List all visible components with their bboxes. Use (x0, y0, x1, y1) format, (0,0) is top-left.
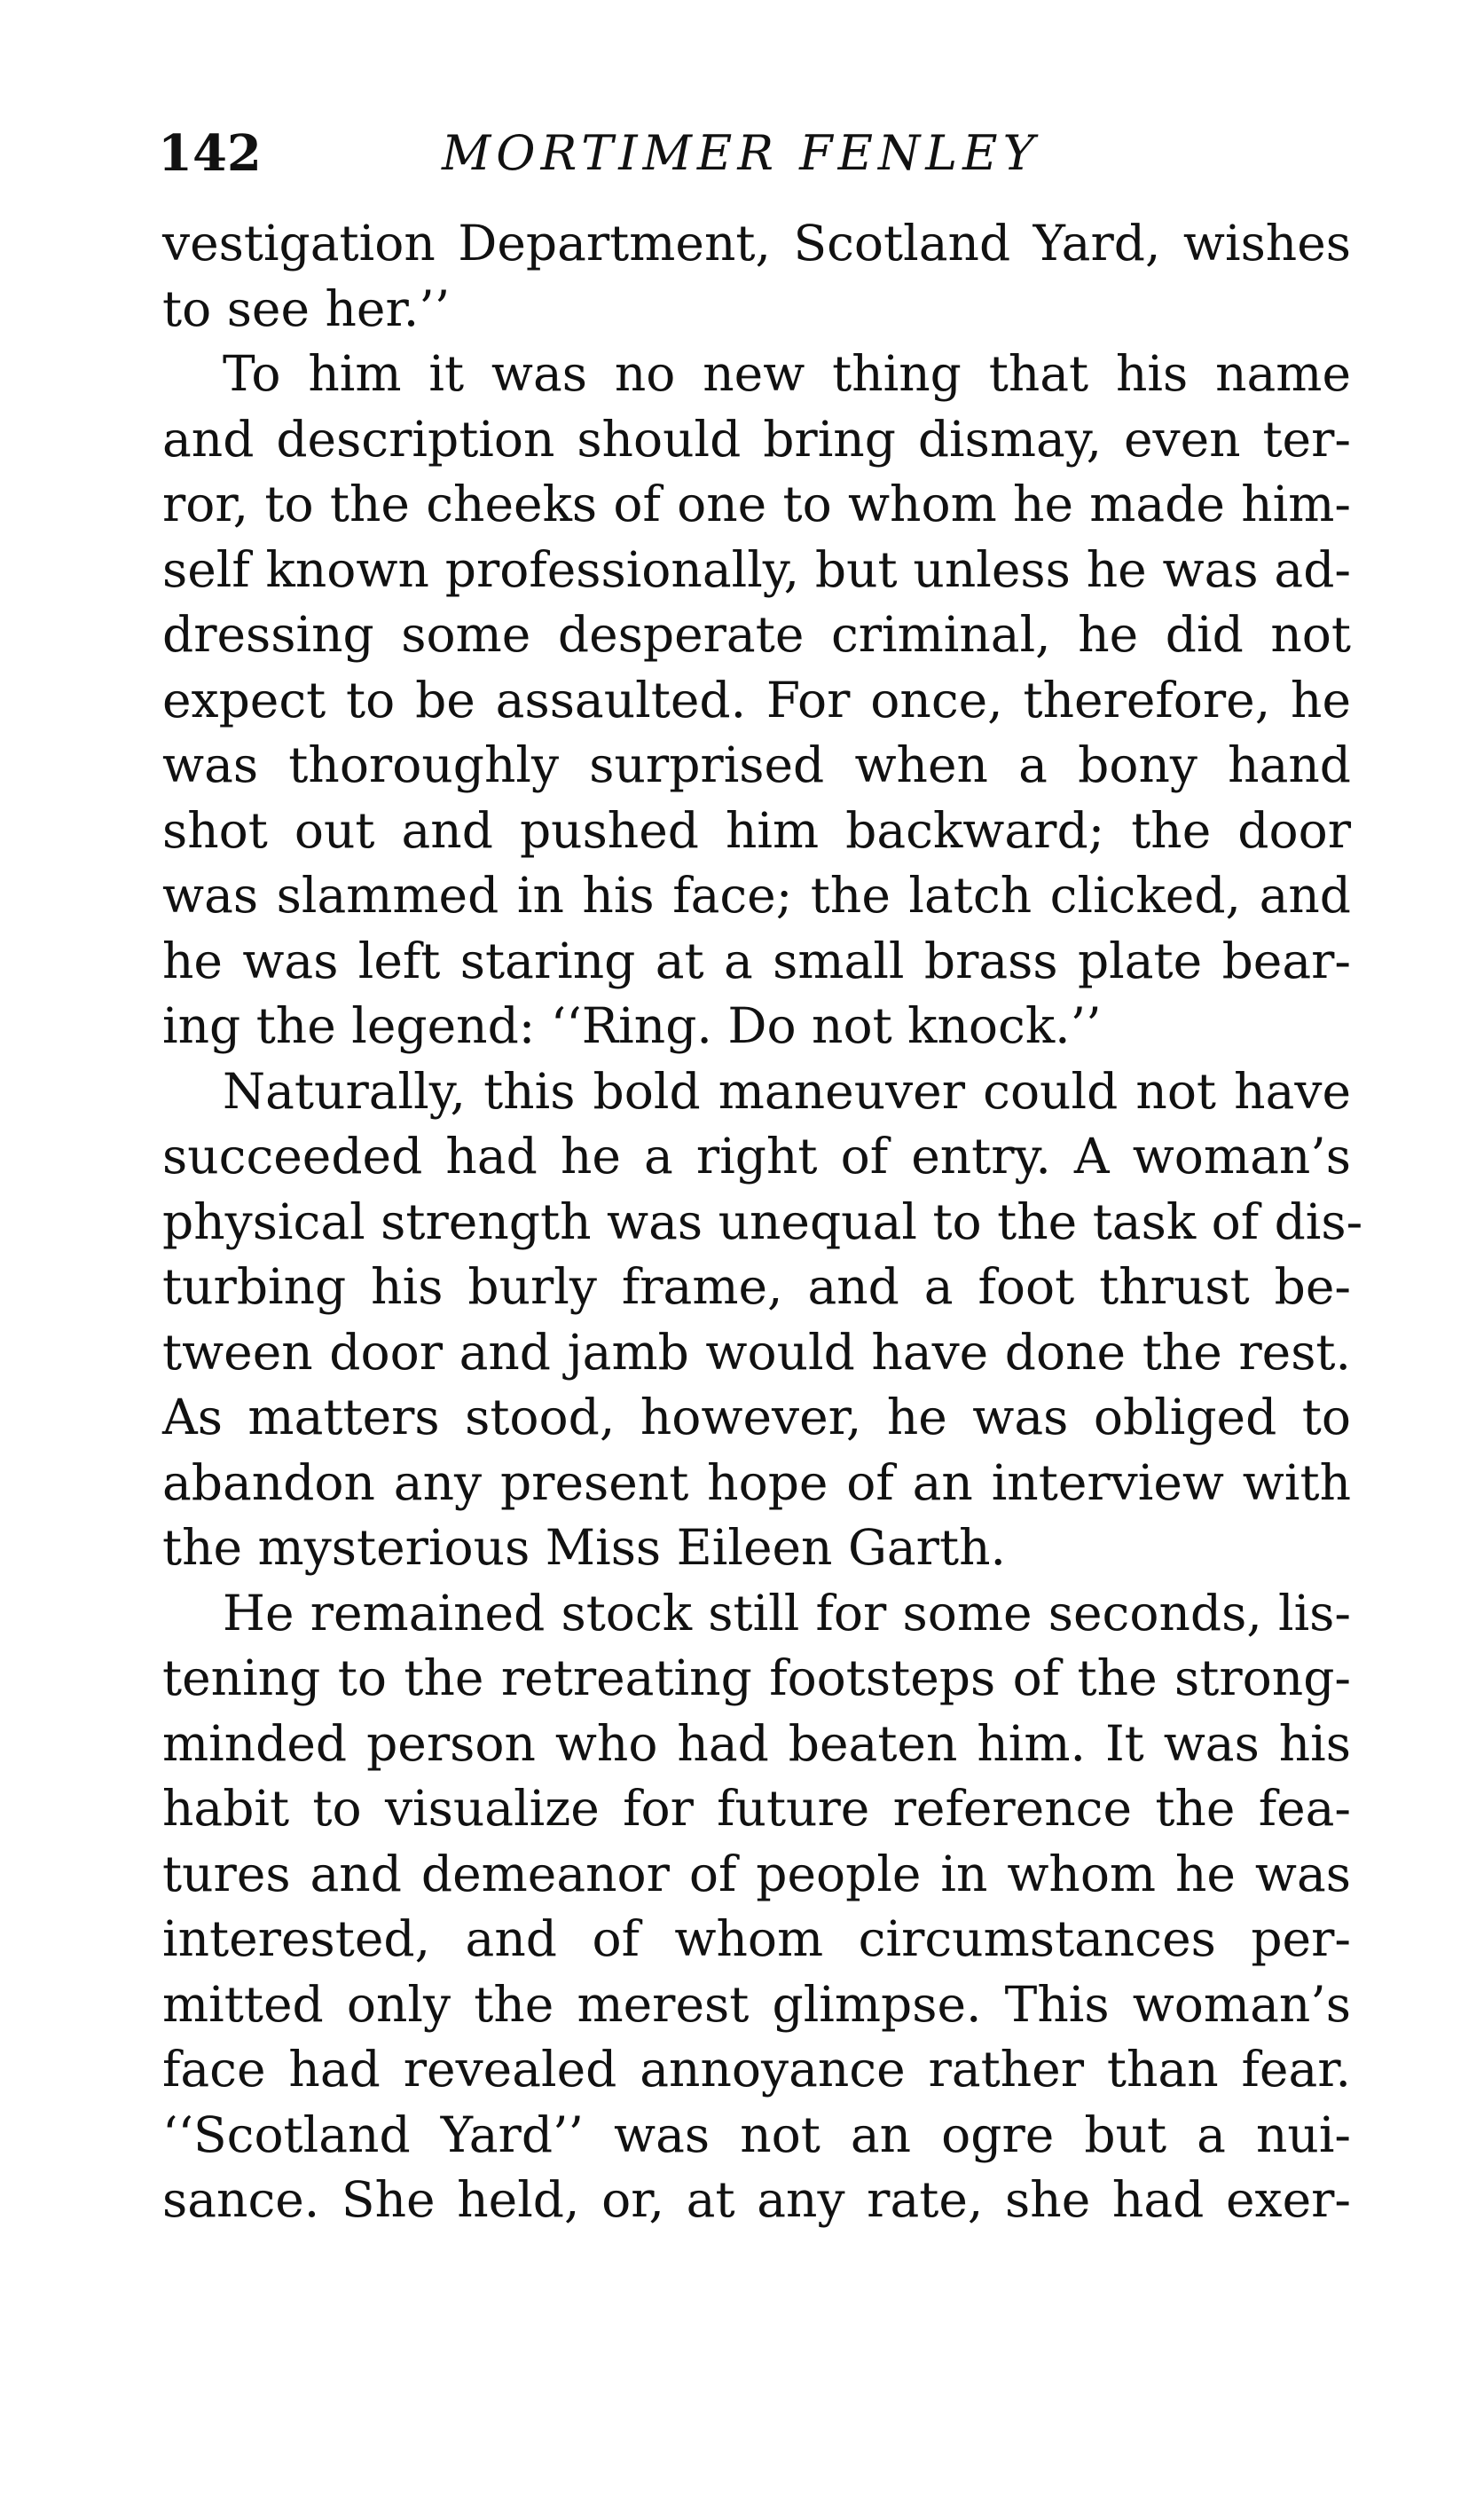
text-line: face had revealed annoyance rather than fear. (162, 2041, 1351, 2098)
page-number: 142 (158, 124, 262, 183)
text-line: mitted only the merest glimpse. This woman’s (162, 1975, 1351, 2033)
text-line: ‘‘Scotland Yard’’ was not an ogre but a nui- (162, 2106, 1351, 2163)
body-text (162, 211, 1363, 2233)
text-line: ror, to the cheeks of one to whom he made him- (162, 476, 1351, 532)
running-title: MORTIMER FENLEY (442, 125, 1040, 181)
text-line: interested, and of whom circumstances per- (162, 1910, 1351, 1967)
text-line: was thoroughly surprised when a bony hand (162, 736, 1351, 793)
text-line: vestigation Department, Scotland Yard, wishes (162, 215, 1351, 272)
text-line: succeeded had he a right of entry. A woman’s (162, 1128, 1351, 1185)
text-line: dressing some desperate criminal, he did not (162, 606, 1351, 663)
text-line: the mysterious Miss Eileen Garth. (162, 1519, 1006, 1576)
page-header (158, 122, 1347, 185)
paragraph (162, 211, 1351, 342)
text-line: As matters stood, however, he was obliged to (162, 1389, 1351, 1445)
text-line: self known professionally, but unless he was ad- (162, 540, 1351, 598)
text-line: He remained stock still for some seconds, lis- (223, 1584, 1351, 1641)
text-line: Naturally, this bold maneuver could not have (223, 1062, 1351, 1120)
text-line: expect to be assaulted. For once, therefore, he (162, 671, 1351, 728)
text-line: was slammed in his face; the latch clicked, and (162, 867, 1351, 924)
paragraph (162, 342, 1351, 1059)
text-line: to see her.’’ (162, 279, 451, 337)
paragraph (162, 1581, 1351, 2233)
text-line: physical strength was unequal to the task of dis- (162, 1193, 1363, 1250)
text-line: To him it was no new thing that his name (223, 345, 1351, 402)
paragraph (162, 1059, 1363, 1581)
text-line: abandon any present hope of an interview with (162, 1453, 1351, 1511)
text-line: tures and demeanor of people in whom he was (162, 1845, 1351, 1902)
text-line: he was left staring at a small brass plate bear- (162, 932, 1351, 989)
text-line: tening to the retreating footsteps of the strong- (162, 1649, 1351, 1706)
text-line: ing the legend: ‘‘Ring. Do not knock.’’ (162, 997, 1102, 1054)
text-line: shot out and pushed him backward; the door (162, 801, 1351, 859)
text-line: habit to visualize for future reference the fea- (162, 1780, 1351, 1837)
text-line: tween door and jamb would have done the rest. (162, 1323, 1351, 1381)
text-line: and description should bring dismay, even ter- (162, 410, 1351, 468)
text-line: minded person who had beaten him. It was his (162, 1714, 1351, 1772)
text-line: sance. She held, or, at any rate, she had exer- (162, 2171, 1351, 2228)
text-line: turbing his burly frame, and a foot thrust be- (162, 1258, 1351, 1315)
